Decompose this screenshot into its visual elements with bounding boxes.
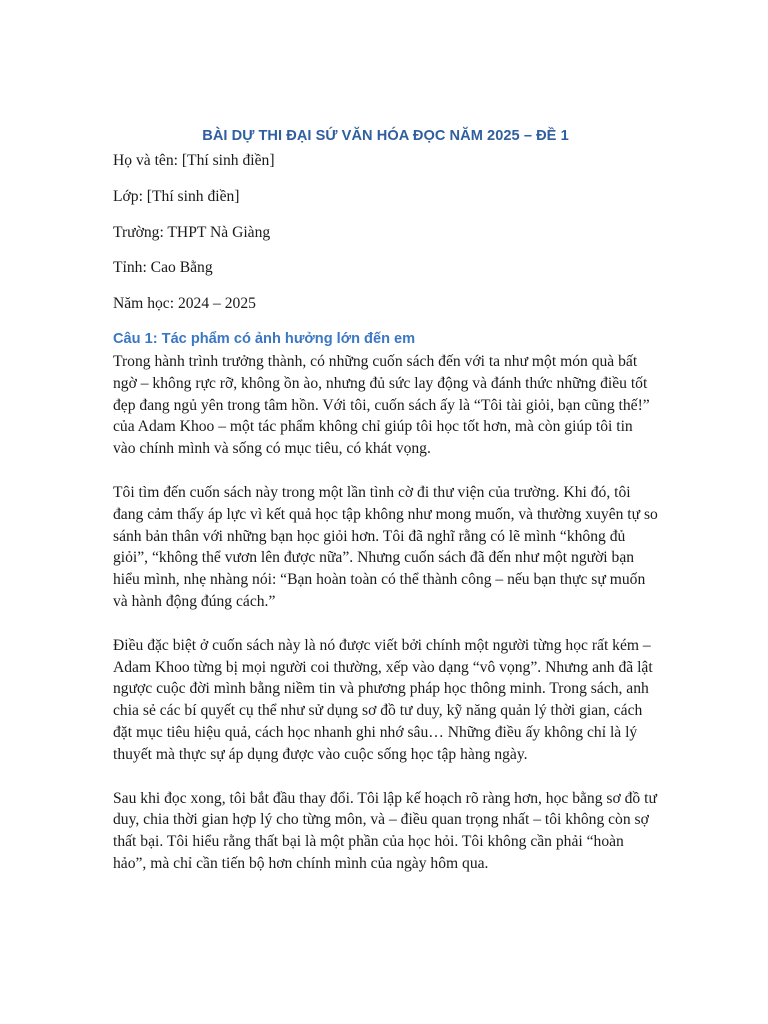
paragraph-2: Tôi tìm đến cuốn sách này trong một lần tình cờ đi thư viện của trường. Khi đó, tôi đang cảm thấy áp lực vì kết quả học tập không như mong muốn, và thường xuyên tự so sánh bản thân với những bạn học giỏi hơn. Tôi đã nghĩ rằng có lẽ mình “không đủ giỏi”, “không thể vươn lên được nữa”. Nhưng cuốn sách đã đến như một người bạn hiểu mình, nhẹ nhàng nói: “Bạn hoàn toàn có thể thành công – nếu bạn thực sự muốn và hành động đúng cách.” — [113, 483, 658, 610]
info-full-name: Họ và tên: [Thí sinh điền] — [113, 152, 275, 169]
info-school: Trường: THPT Nà Giàng — [113, 223, 271, 241]
paragraph-4: Sau khi đọc xong, tôi bắt đầu thay đổi. Tôi lập kế hoạch rõ ràng hơn, học bằng sơ đồ tư duy, chia thời gian hợp lý cho từng môn, và – điều quan trọng nhất – tôi không còn sợ thất bại. Tôi hiểu rằng thất bại là một phần của học hỏi. Tôi không cần phải “hoàn hảo”, mà chỉ cần tiến bộ hơn chính mình của ngày hôm qua. — [113, 789, 657, 872]
section-heading: Câu 1: Tác phẩm có ảnh hưởng lớn đến em — [113, 330, 416, 347]
paragraph-1: Trong hành trình trưởng thành, có những cuốn sách đến với ta như một món quà bất ngờ – không rực rỡ, không ồn ào, nhưng đủ sức lay động và đánh thức những điều tốt đẹp đang ngủ yên trong tâm hồn. Với tôi, cuốn sách ấy là “Tôi tài giỏi, bạn cũng thế!” của Adam Khoo – một tác phẩm không chỉ giúp tôi học tốt hơn, mà còn giúp tôi tin vào chính mình và sống có mục tiêu, có khát vọng. — [113, 352, 650, 458]
info-province: Tỉnh: Cao Bằng — [113, 259, 213, 277]
info-school-year: Năm học: 2024 – 2025 — [113, 295, 256, 313]
paragraph-3: Điều đặc biệt ở cuốn sách này là nó được viết bởi chính một người từng học rất kém – Adam Khoo từng bị mọi người coi thường, xếp vào dạng “vô vọng”. Nhưng anh đã lật ngược cuộc đời mình bằng niềm tin và phương pháp học thông minh. Trong sách, anh chia sẻ các bí quyết cụ thể như sử dụng sơ đồ tư duy, kỹ năng quản lý thời gian, cách đặt mục tiêu hiệu quả, cách học nhanh ghi nhớ sâu… Những điều ấy không chỉ là lý thuyết mà thực sự áp dụng được vào cuộc sống học tập hàng ngày. — [113, 636, 653, 763]
info-class: Lớp: [Thí sinh điền] — [113, 187, 240, 205]
document-body — [113, 127, 658, 897]
document-title: BÀI DỰ THI ĐẠI SỨ VĂN HÓA ĐỌC NĂM 2025 – ĐỀ 1 — [202, 128, 569, 144]
